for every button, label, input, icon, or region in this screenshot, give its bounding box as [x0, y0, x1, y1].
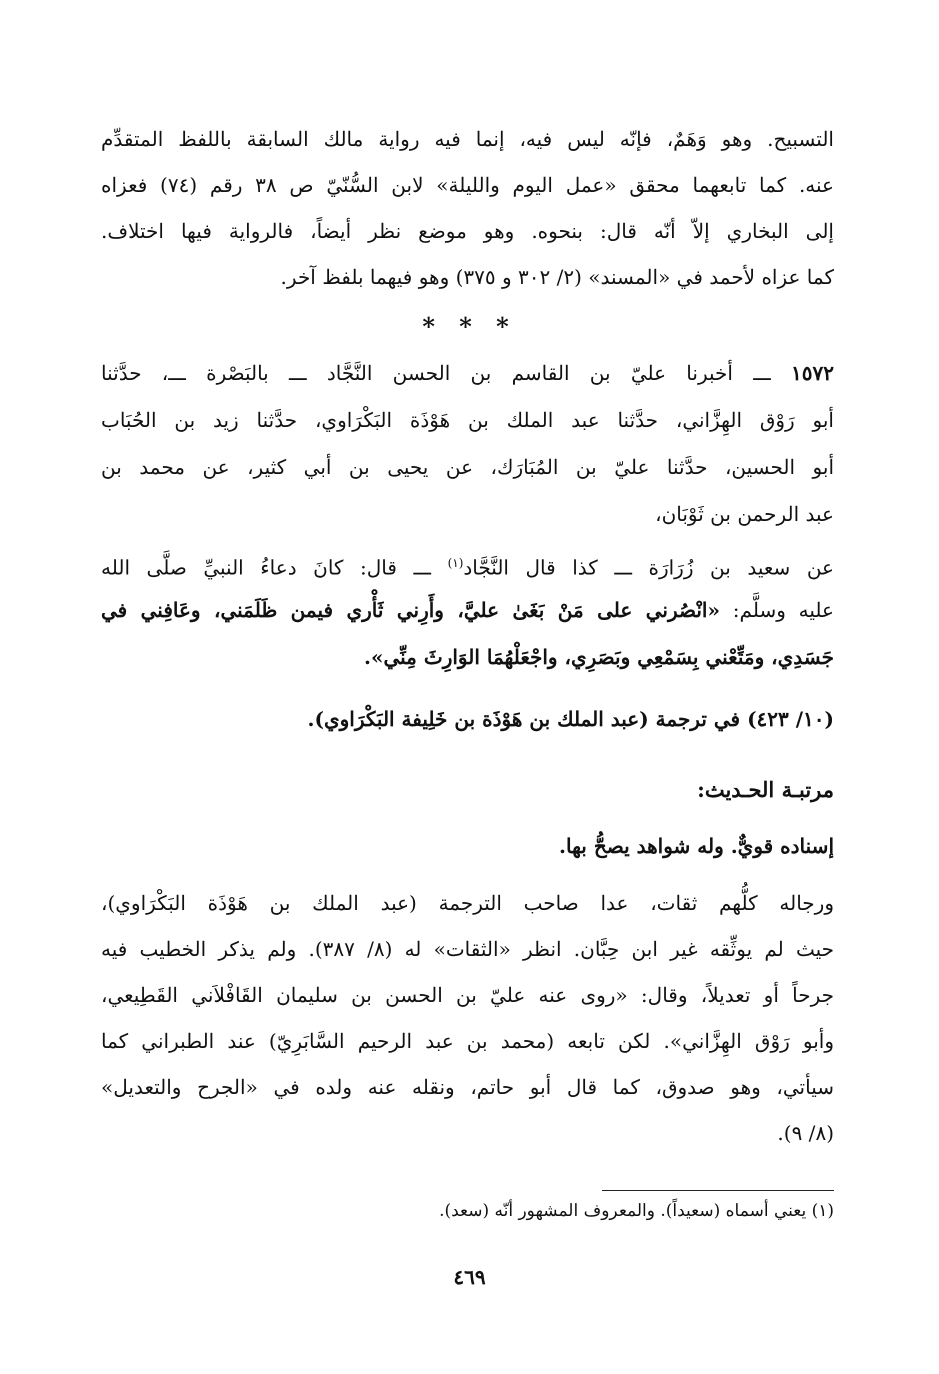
- text-line: عنه. كما تابعهما محقق «عمل اليوم والليلة» لابن السُّنّيّ ص ٣٨ رقم (٧٤) فعزاه: [101, 173, 834, 197]
- prophetic-text: «انْصُرني على مَنْ بَغَىٰ عليَّ، وأَرِني ثَأْري فيمن ظَلَمَني، وعَافِني في: [101, 598, 720, 622]
- hadith-number: ١٥٧٢: [791, 361, 834, 385]
- isnad-text: ـــ أخبرنا عليّ بن القاسم بن الحسن النَّجَّاد ـــ بالبَصْرة ـــ، حدَّثنا: [101, 361, 771, 385]
- text-line: سيأتي، وهو صدوق، كما قال أبو حاتم، ونقله عنه ولده في «الجرح والتعديل»: [101, 1075, 834, 1099]
- prophetic-text: جَسَدِي، ومَتِّعْني بِسَمْعِي وبَصَرِي، واجْعَلْهُمَا الوَارِثَ مِنِّي».: [364, 645, 834, 669]
- section-separator: * * *: [422, 312, 517, 341]
- footnote: (١) يعني أسماه (سعيداً). والمعروف المشهور أنّه (سعد).: [439, 1201, 834, 1221]
- text-line: [101, 540, 834, 587]
- text-line: عبد الرحمن بن ثَوْبَان،: [655, 502, 834, 526]
- commentary-paragraph: [101, 880, 834, 1156]
- matn-text: عن سعيد بن زُرَارَة ـــ كذا قال النَّجَّاد: [463, 555, 834, 580]
- text-line: أبو رَوْق الهِزَّاني، حدَّثنا عبد الملك بن هَوْذَة البَكْرَاوي، حدَّثنا زيد بن الحُبَاب: [101, 408, 834, 432]
- matn-text: ـــ قال: كانَ دعاءُ النبيِّ صلَّى الله: [101, 555, 448, 580]
- top-paragraph: [101, 116, 834, 300]
- text-line: ورجاله كلُّهم ثقات، عدا صاحب الترجمة (عبد الملك بن هَوْذَة البَكْرَاوي)،: [101, 891, 834, 915]
- hadith-isnad: [101, 350, 834, 538]
- text-line: وأبو رَوْق الهِزَّاني». لكن تابعه (محمد بن عبد الرحيم السَّابَرِيّ) عند الطبراني كما: [101, 1029, 834, 1053]
- grade-heading: مرتبـة الحـديث:: [697, 777, 834, 802]
- hadith-matn: [101, 540, 834, 681]
- text-line: [101, 350, 834, 397]
- footnote-marker[interactable]: (١): [447, 556, 464, 570]
- text-line: جرحاً أو تعديلاً، وقال: «روى عنه عليّ بن الحسن بن سليمان القَافْلاَني القَطِيعي،: [101, 983, 834, 1007]
- text-line: إلى البخاري إلاّ أنّه قال: بنحوه. وهو موضع نظر أيضاً، فالرواية فيها اختلاف.: [101, 219, 834, 243]
- text-line: حيث لم يوثِّقه غير ابن حِبَّان. انظر «الثقات» له (٨/ ٣٨٧). ولم يذكر الخطيب فيه: [101, 937, 834, 961]
- footnote-divider: [602, 1190, 834, 1191]
- text-line: كما عزاه لأحمد في «المسند» (٢/ ٣٠٢ و ٣٧٥) وهو فيهما بلفظ آخر.: [280, 265, 834, 289]
- text-line: (٨/ ٩).: [777, 1121, 834, 1145]
- reference-text: (١٠/ ٤٢٣) في ترجمة (عبد الملك بن هَوْذَة بن خَلِيفة البَكْرَاوي).: [307, 707, 834, 731]
- source-reference: [101, 696, 834, 742]
- text-line: [101, 587, 834, 634]
- grade-text: إسناده قويٌّ. وله شواهد يصحُّ بها.: [559, 834, 834, 858]
- text-line: التسبيح. وهو وَهَمٌ، فإنّه ليس فيه، إنما فيه رواية مالك السابقة باللفظ المتقدِّم: [101, 127, 834, 151]
- matn-text: عليه وسلَّم:: [719, 598, 834, 622]
- grade-statement: [101, 823, 834, 869]
- text-line: أبو الحسين، حدَّثنا عليّ بن المُبَارَك، عن يحيى بن أبي كثير، عن محمد بن: [101, 455, 834, 479]
- page-number: ٤٦٩: [453, 1265, 486, 1289]
